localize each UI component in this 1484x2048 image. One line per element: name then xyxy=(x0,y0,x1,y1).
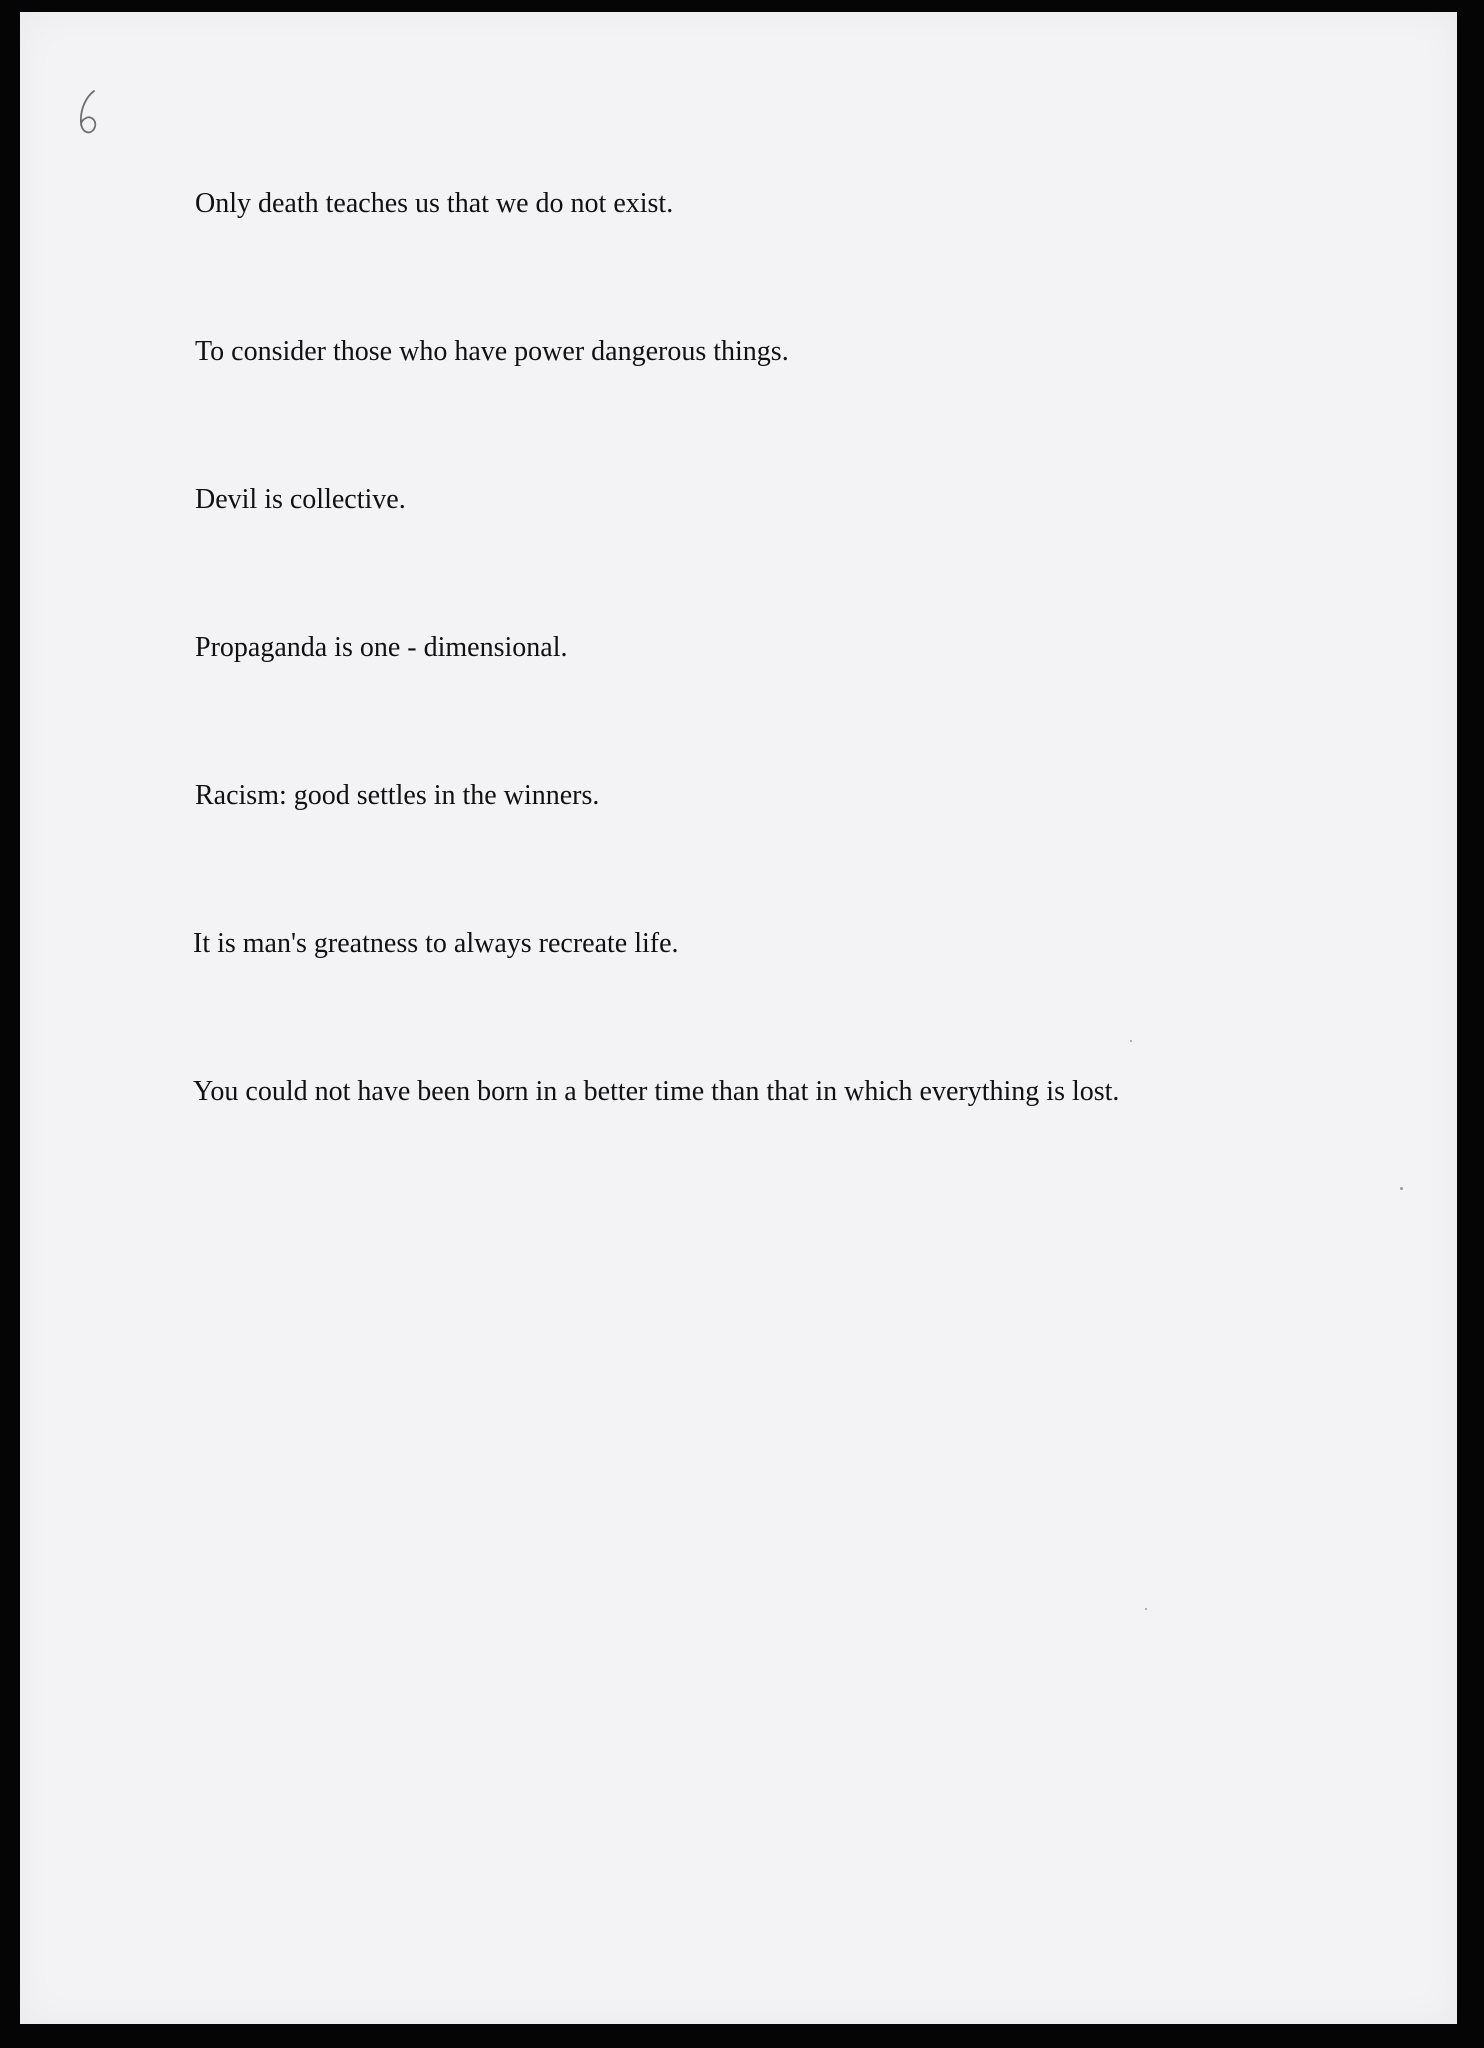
paper-speck xyxy=(1130,1040,1132,1042)
handwritten-six-icon xyxy=(72,87,108,143)
paper-speck xyxy=(1400,1187,1403,1190)
paper-sheet xyxy=(20,12,1457,2024)
quote-line: To consider those who have power dangerous things. xyxy=(195,336,789,367)
quote-line: It is man's greatness to always recreate life. xyxy=(193,928,679,959)
quote-line: You could not have been born in a better time than that in which everything is lost. xyxy=(193,1076,1120,1107)
quote-line: Devil is collective. xyxy=(195,484,406,515)
quote-line: Only death teaches us that we do not exist. xyxy=(195,188,674,219)
handwritten-page-number xyxy=(72,87,108,143)
quote-line: Propaganda is one - dimensional. xyxy=(195,632,568,663)
quote-line: Racism: good settles in the winners. xyxy=(195,780,600,811)
paper-speck xyxy=(1145,1608,1147,1610)
